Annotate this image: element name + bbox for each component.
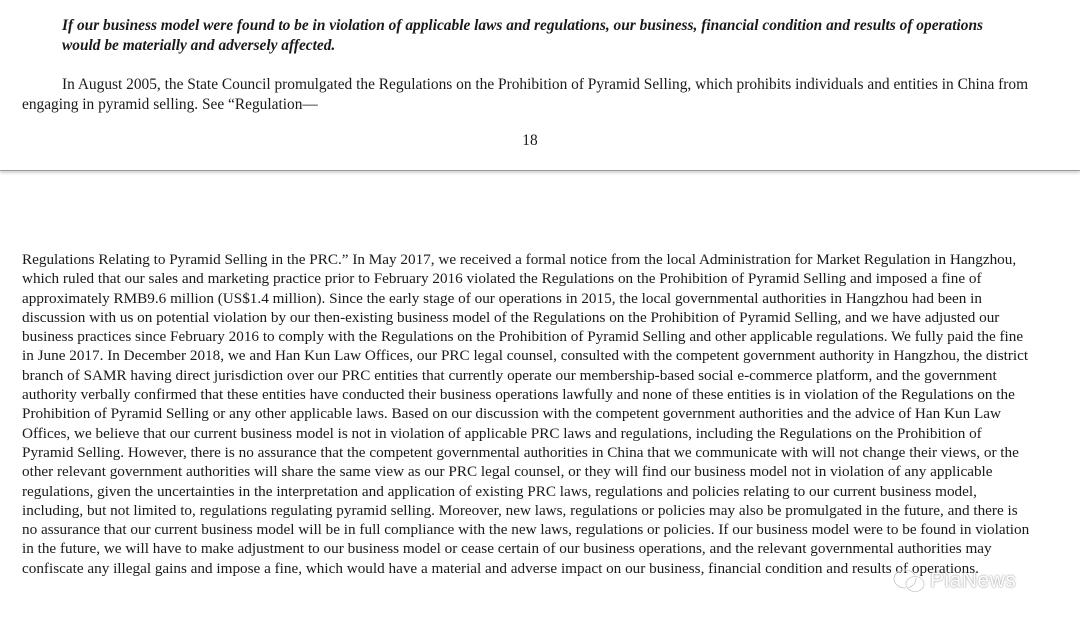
paragraph-pyramid-selling-intro: In August 2005, the State Council promulgated the Regulations on the Prohibition of Pyramid Selling, which prohibits individuals and entities in China from engaging in pyramid selling. See “Regulation—: [22, 76, 1029, 113]
document-page-top: [0, 0, 1080, 171]
watermark-text: PiaNews: [930, 569, 1017, 592]
page-number: 18: [522, 132, 538, 149]
risk-factor-heading: If our business model were found to be in violation of applicable laws and regulations, our business, financial condition and results of operations would be materially and adversely affected.: [62, 17, 984, 54]
paragraph-pyramid-selling-continued: Regulations Relating to Pyramid Selling in the PRC.” In May 2017, we received a formal notice from the local Administration for Market Regulation in Hangzhou, which ruled that our sales and marketing practice prior to February 2016 violated the Regulations on the Prohibition of Pyramid Selling and imposed a fine of approximately RMB9.6 million (US$1.4 million). Since the early stage of our operations in 2015, the local governmental authorities in Hangzhou had been in discussion with us on potential violation by our then-existing business model of the Regulations on the Prohibition of Pyramid Selling, and we have adjusted our business practices since February 2016 to comply with the Regulations on the Prohibition of Pyramid Selling and other applicable regulations. We fully paid the fine in June 2017. In December 2018, we and Han Kun Law Offices, our PRC legal counsel, consulted with the competent government authority in Hangzhou, the district branch of SAMR having direct jurisdiction over our PRC entities that currently operate our membership-based social e-commerce platform, and the government authority verbally confirmed that these entities have conducted their business operations lawfully and none of these entities is in violation of the Regulations on the Prohibition of Pyramid Selling or any other applicable laws. Based on our discussion with the competent government authorities and the advice of Han Kun Law Offices, we believe that our current business model is not in violation of applicable PRC laws and regulations, including the Regulations on the Prohibition of Pyramid Selling. However, there is no assurance that the competent governmental authorities in China that we communicate with will not change their views, or the other relevant government authorities will share the same view as our PRC legal counsel, or they will find our business model not in violation of any applicable regulations, given the uncertainties in the interpretation and application of existing PRC laws, regulations and policies relating to our current business model, including, but not limited to, regulations regulating pyramid selling. Moreover, new laws, regulations or policies may also be promulgated in the future, and there is no assurance that our current business model will be in full compliance with the new laws, regulations or policies. If our business model were to be found in violation in the future, we will have to make adjustment to our business model or cease certain of our business operations, and the relevant governmental authorities may confiscate any illegal gains and impose a fine, which would have a material and adverse impact on our business, financial condition and results of operations.: [22, 251, 1030, 577]
